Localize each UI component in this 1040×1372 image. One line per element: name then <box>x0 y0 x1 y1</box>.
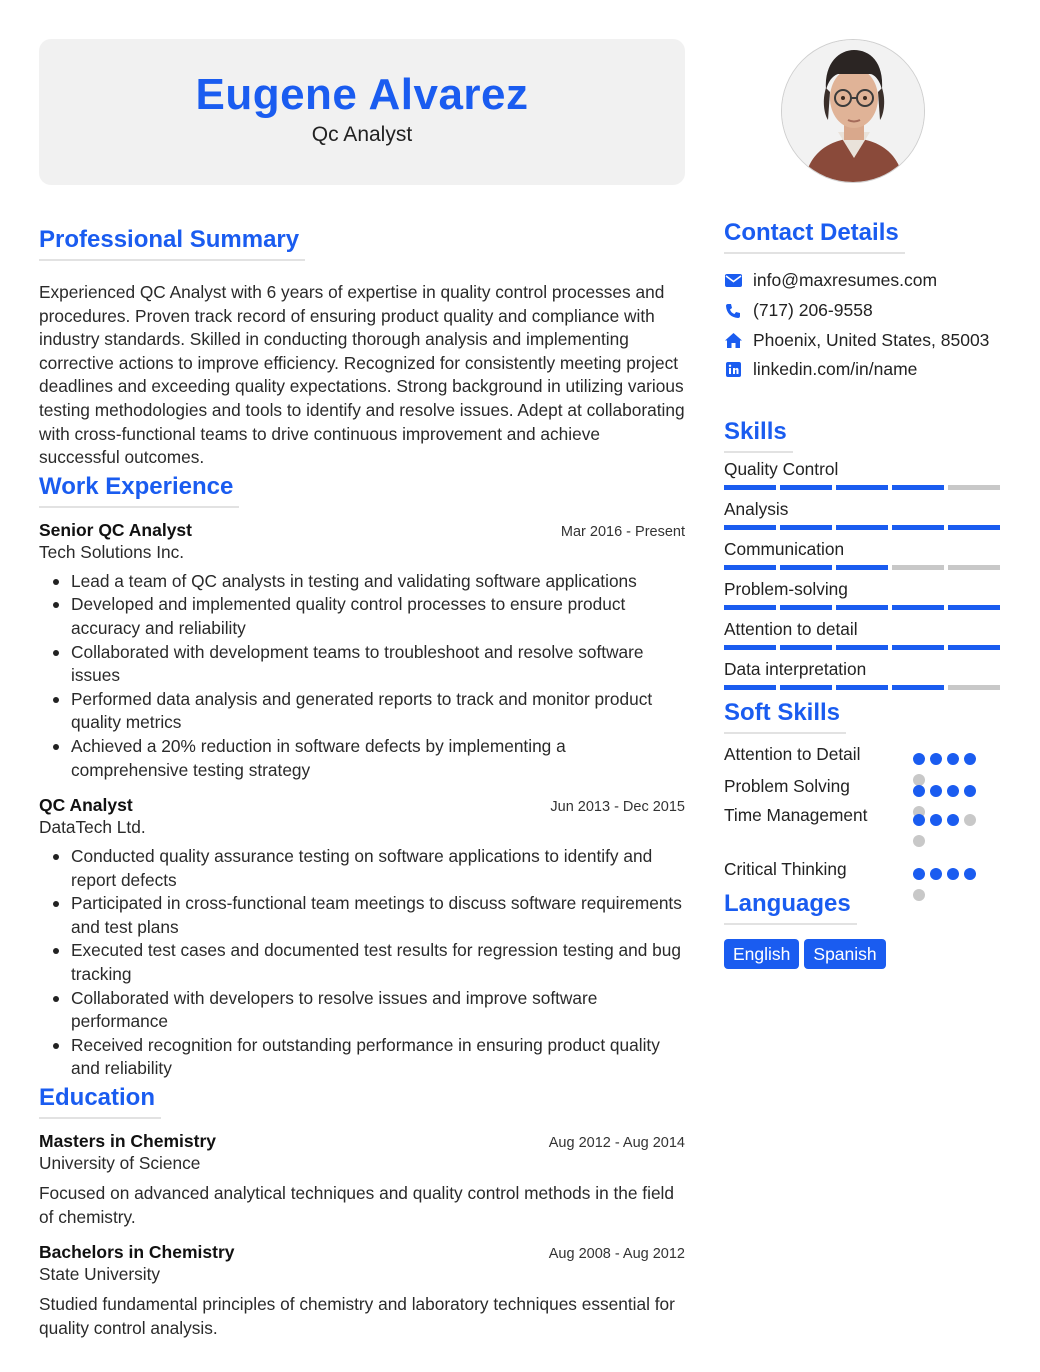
rating-dot <box>947 868 959 880</box>
skill-level-segment <box>892 685 944 690</box>
summary-text: Experienced QC Analyst with 6 years of expertise in quality control processes and procedures. Proven track record of ensuring product quality and compliance with industry standards. Skilled in conducting thorough analysis and implementing corrective actions to improve efficiency. Recognized for consistently meeting project deadlines and exceeding quality expectations. Strong background in utilizing various testing methodologies and tools to identify and resolve issues. Adept at collaborating with cross-functional teams to drive continuous improvement and achieve successful outcomes. <box>39 282 685 468</box>
skill-level-segment <box>948 525 1000 530</box>
education-entry <box>39 1131 685 1229</box>
skills-section <box>724 417 1004 690</box>
job-entry <box>39 795 685 1081</box>
rating-dot <box>913 889 925 901</box>
soft-skill-item <box>724 744 1004 776</box>
skill-level-segment <box>836 605 888 610</box>
main-column <box>39 39 685 1340</box>
skill-level-segment <box>836 565 888 570</box>
summary-heading: Professional Summary <box>39 225 305 261</box>
education-date: Aug 2012 - Aug 2014 <box>548 1135 685 1152</box>
education-date: Aug 2008 - Aug 2012 <box>548 1246 685 1263</box>
soft-skills-heading: Soft Skills <box>724 698 846 734</box>
skill-level-segment <box>948 565 1000 570</box>
skill-level-segment <box>724 565 776 570</box>
soft-skill-name: Problem Solving <box>724 775 850 796</box>
soft-skill-rating <box>913 864 993 906</box>
skill-level-segment <box>724 485 776 490</box>
soft-skill-item <box>724 805 1004 859</box>
linkedin-text: linkedin.com/in/name <box>753 359 918 380</box>
rating-dot <box>930 814 942 826</box>
soft-skills-section <box>724 698 1004 889</box>
skill-level-segment <box>948 485 1000 490</box>
skill-item <box>724 578 1004 610</box>
skill-level-segment <box>780 525 832 530</box>
skill-name: Data interpretation <box>724 658 867 679</box>
envelope-icon <box>724 272 742 290</box>
skill-name: Quality Control <box>724 458 839 479</box>
skill-item <box>724 618 1004 650</box>
rating-dot <box>913 753 925 765</box>
list-item: Achieved a 20% reduction in software defects by implementing a comprehensive testing strategy <box>39 735 685 782</box>
skill-level-segment <box>892 525 944 530</box>
skill-level-segment <box>836 525 888 530</box>
job-entry <box>39 520 685 782</box>
job-bullets <box>39 845 685 1081</box>
rating-dot <box>964 814 976 826</box>
linkedin-icon <box>724 361 742 379</box>
skill-level-segment <box>892 605 944 610</box>
job-date: Jun 2013 - Dec 2015 <box>550 799 685 816</box>
contact-linkedin[interactable] <box>724 355 1004 385</box>
address-text: Phoenix, United States, 85003 <box>753 329 990 350</box>
rating-dot <box>947 753 959 765</box>
skill-level-segment <box>836 685 888 690</box>
list-item: Executed test cases and documented test results for regression testing and bug tracking <box>39 939 685 986</box>
skill-level-segment <box>836 485 888 490</box>
rating-dot <box>913 785 925 797</box>
candidate-title: Qc Analyst <box>311 123 413 146</box>
rating-dot <box>947 814 959 826</box>
rating-dot <box>964 785 976 797</box>
rating-dot <box>947 785 959 797</box>
skill-item <box>724 498 1004 530</box>
job-role: QC Analyst <box>39 795 133 816</box>
skill-level-bar <box>724 685 1004 690</box>
summary-section <box>39 225 685 470</box>
skill-level-segment <box>892 645 944 650</box>
skill-level-segment <box>892 565 944 570</box>
soft-skill-name: Time Management <box>724 804 868 825</box>
job-role: Senior QC Analyst <box>39 519 192 540</box>
list-item: Collaborated with developers to resolve issues and improve software performance <box>39 987 685 1034</box>
rating-dot <box>964 753 976 765</box>
skill-level-bar <box>724 485 1004 490</box>
rating-dot <box>913 868 925 880</box>
skill-level-bar <box>724 605 1004 610</box>
skill-level-segment <box>724 645 776 650</box>
skill-level-bar <box>724 645 1004 650</box>
skill-level-segment <box>948 645 1000 650</box>
skill-level-segment <box>724 685 776 690</box>
experience-heading: Work Experience <box>39 472 239 508</box>
skill-name: Problem-solving <box>724 578 848 599</box>
rating-dot <box>930 785 942 797</box>
soft-skill-rating <box>913 810 993 852</box>
phone-text: (717) 206-9558 <box>753 300 873 321</box>
contact-heading: Contact Details <box>724 218 905 254</box>
contact-address <box>724 325 1004 355</box>
list-item: Developed and implemented quality control processes to ensure product accuracy and reliability <box>39 593 685 640</box>
list-item: Collaborated with development teams to troubleshoot and resolve software issues <box>39 641 685 688</box>
list-item: Received recognition for outstanding performance in ensuring product quality and reliability <box>39 1034 685 1081</box>
rating-dot <box>930 753 942 765</box>
contact-phone[interactable] <box>724 296 1004 326</box>
language-badge: English <box>724 939 799 969</box>
skill-name: Attention to detail <box>724 618 858 639</box>
soft-skill-name: Attention to Detail <box>724 743 861 764</box>
skill-item <box>724 658 1004 690</box>
school: University of Science <box>39 1153 201 1174</box>
job-bullets <box>39 570 685 782</box>
soft-skill-name: Critical Thinking <box>724 858 847 879</box>
job-date: Mar 2016 - Present <box>560 523 685 540</box>
skill-level-segment <box>780 565 832 570</box>
school: State University <box>39 1264 161 1285</box>
job-company: DataTech Ltd. <box>39 817 146 838</box>
skill-name: Analysis <box>724 498 789 519</box>
list-item: Lead a team of QC analysts in testing and validating software applications <box>39 570 685 594</box>
education-heading: Education <box>39 1083 161 1119</box>
skill-level-bar <box>724 565 1004 570</box>
skill-level-segment <box>724 605 776 610</box>
education-description: Studied fundamental principles of chemistry and laboratory techniques essential for quality control analysis. <box>39 1294 675 1338</box>
email-text: info@maxresumes.com <box>753 270 938 291</box>
soft-skill-item <box>724 776 1004 805</box>
skill-level-segment <box>724 525 776 530</box>
skill-item <box>724 538 1004 570</box>
skill-level-segment <box>780 645 832 650</box>
candidate-name: Eugene Alvarez <box>195 70 529 119</box>
rating-dot <box>913 814 925 826</box>
job-company: Tech Solutions Inc. <box>39 541 185 562</box>
skill-level-segment <box>892 485 944 490</box>
list-item: Performed data analysis and generated reports to track and monitor product quality metrics <box>39 688 685 735</box>
skill-level-segment <box>948 685 1000 690</box>
contact-email[interactable] <box>724 266 1004 296</box>
list-item: Conducted quality assurance testing on software applications to identify and report defects <box>39 845 685 892</box>
education-section <box>39 1083 685 1340</box>
skill-name: Communication <box>724 538 845 559</box>
rating-dot <box>930 868 942 880</box>
rating-dot <box>964 868 976 880</box>
rating-dot <box>913 835 925 847</box>
header-card <box>39 39 685 185</box>
phone-icon <box>724 302 742 320</box>
education-entry <box>39 1242 685 1340</box>
home-icon <box>724 331 742 349</box>
skill-level-bar <box>724 525 1004 530</box>
skill-level-segment <box>780 685 832 690</box>
degree: Masters in Chemistry <box>39 1131 217 1152</box>
skill-item <box>724 458 1004 490</box>
sidebar-column <box>724 39 1004 969</box>
skills-heading: Skills <box>724 417 793 453</box>
skill-level-segment <box>948 605 1000 610</box>
degree: Bachelors in Chemistry <box>39 1242 235 1263</box>
list-item: Participated in cross-functional team meetings to discuss software requirements and test plans <box>39 892 685 939</box>
avatar <box>781 39 925 183</box>
skill-level-segment <box>780 605 832 610</box>
languages-heading: Languages <box>724 889 857 925</box>
skill-level-segment <box>836 645 888 650</box>
language-badge: Spanish <box>804 939 885 969</box>
contact-section <box>724 218 1004 385</box>
education-description: Focused on advanced analytical techniques and quality control methods in the field of chemistry. <box>39 1183 675 1227</box>
soft-skill-item <box>724 859 1004 889</box>
skill-level-segment <box>780 485 832 490</box>
experience-section <box>39 472 685 1081</box>
